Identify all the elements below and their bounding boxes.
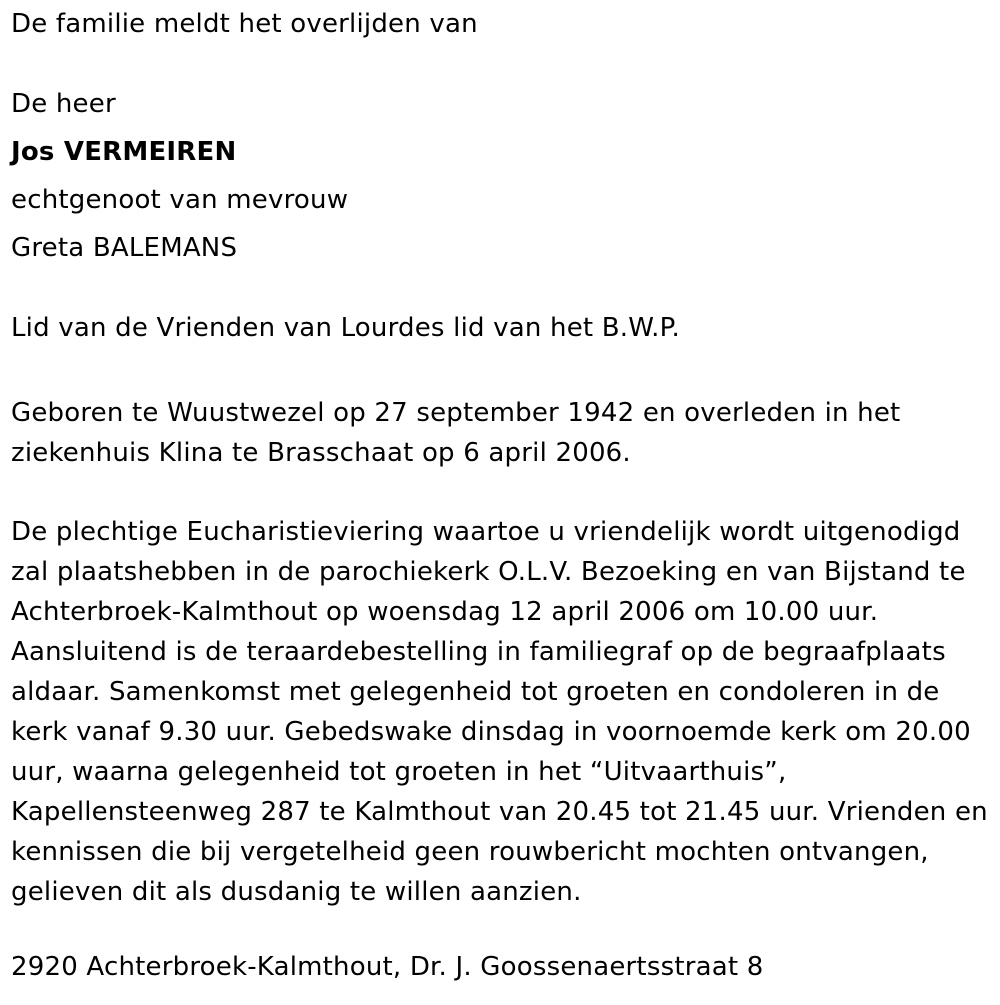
paragraph-line: Geboren te Wuustwezel op 27 september 1942 en overleden in het (11, 398, 901, 428)
paragraph-line: aldaar. Samenkomst met gelegenheid tot groeten en condoleren in de (11, 677, 940, 707)
paragraph-line: ziekenhuis Klina te Brasschaat op 6 april 2006. (11, 438, 631, 468)
deceased-last-name: VERMEIREN (63, 137, 237, 167)
ceremony-paragraph (11, 512, 988, 912)
honorific: De heer (11, 89, 116, 119)
spouse-relation: echtgenoot van mevrouw (11, 185, 349, 215)
deceased-first-name: Jos (11, 137, 55, 167)
paragraph-line: uur, waarna gelegenheid tot groeten in het “Uitvaarthuis”, (11, 757, 787, 787)
paragraph-line: zal plaatshebben in de parochiekerk O.L.V. Bezoeking en van Bijstand te (11, 557, 966, 587)
paragraph-line: Aansluitend is de teraardebestelling in familiegraf op de begraafplaats (11, 637, 946, 667)
paragraph-line: gelieven dit als dusdanig te willen aanzien. (11, 877, 582, 907)
intro-line: De familie meldt het overlijden van (11, 9, 478, 39)
paragraph-line: kennissen die bij vergetelheid geen rouwbericht mochten ontvangen, (11, 837, 929, 867)
paragraph-line: Kapellensteenweg 287 te Kalmthout van 20.45 tot 21.45 uur. Vrienden en (11, 797, 988, 827)
paragraph-line: Achterbroek-Kalmthout op woensdag 12 april 2006 om 10.00 uur. (11, 597, 879, 627)
paragraph-line: De plechtige Eucharistieviering waartoe u vriendelijk wordt uitgenodigd (11, 517, 961, 547)
paragraph-line: kerk vanaf 9.30 uur. Gebedswake dinsdag in voornoemde kerk om 20.00 (11, 717, 971, 747)
spouse-name: Greta BALEMANS (11, 233, 238, 263)
address-line: 2920 Achterbroek-Kalmthout, Dr. J. Goossenaertsstraat 8 (11, 952, 764, 982)
membership-line: Lid van de Vrienden van Lourdes lid van het B.W.P. (11, 313, 680, 343)
deceased-name (11, 137, 236, 167)
birth-death-paragraph (11, 393, 900, 473)
